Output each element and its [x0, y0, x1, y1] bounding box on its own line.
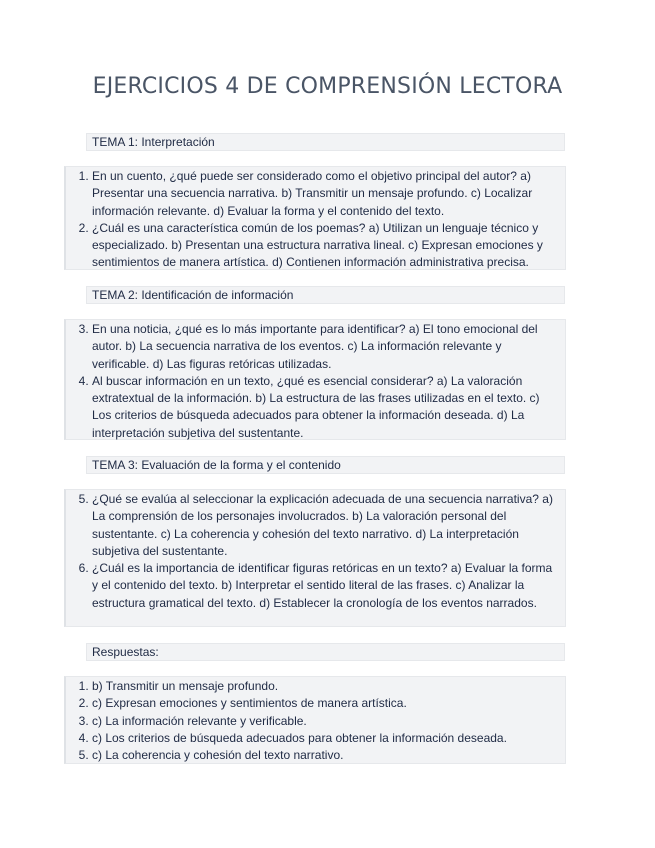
question-list-2: [64, 319, 566, 440]
question-6: 6. ¿Cuál es la importancia de identificar figuras retóricas en un texto? a) Evaluar la forma y el contenido del texto. b) Interpretar el sentido literal de las frases. c) Analizar la estructura gramatical del texto. d) Establecer la cronología de los eventos narrados.: [92, 560, 561, 612]
section-heading-3: TEMA 3: Evaluación de la forma y el contenido: [86, 456, 565, 474]
question-2: 2. ¿Cuál es una característica común de los poemas? a) Utilizan un lenguaje técnico y especializado. b) Presentan una estructura narrativa lineal. c) Expresan emociones y sentimientos de manera artística. d) Contienen información administrativa precisa.: [92, 220, 561, 272]
question-4: 4. Al buscar información en un texto, ¿qué es esencial considerar? a) La valoración extratextual de la información. b) La estructura de las frases utilizadas en el texto. c) Los criterios de búsqueda adecuados para obtener la información deseada. d) La interpretación subjetiva del sustentante.: [92, 373, 561, 442]
answer-5: 5. c) La coherencia y cohesión del texto narrativo.: [92, 747, 561, 764]
document-title: EJERCICIOS 4 DE COMPRENSIÓN LECTORA: [92, 74, 563, 99]
answers-heading: Respuestas:: [86, 643, 565, 661]
answer-1: 1. b) Transmitir un mensaje profundo.: [92, 678, 561, 695]
question-3: 3. En una noticia, ¿qué es lo más importante para identificar? a) El tono emocional del autor. b) La secuencia narrativa de los eventos. c) La información relevante y verificable. d) Las figuras retóricas utilizadas.: [92, 321, 561, 373]
answer-list: [64, 676, 566, 764]
question-list-3: [64, 489, 566, 627]
answer-4: 4. c) Los criterios de búsqueda adecuados para obtener la información deseada.: [92, 730, 561, 747]
section-heading-1: TEMA 1: Interpretación: [86, 133, 565, 151]
question-5: 5. ¿Qué se evalúa al seleccionar la explicación adecuada de una secuencia narrativa? a) La comprensión de los personajes involucrados. b) La valoración personal del sustentante. c) La coherencia y cohesión del texto narrativo. d) La interpretación subjetiva del sustentante.: [92, 491, 561, 560]
answer-3: 3. c) La información relevante y verificable.: [92, 713, 561, 730]
question-1: 1. En un cuento, ¿qué puede ser considerado como el objetivo principal del autor? a) Presentar una secuencia narrativa. b) Transmitir un mensaje profundo. c) Localizar información relevante. d) Evaluar la forma y el contenido del texto.: [92, 168, 561, 220]
question-list-1: [64, 166, 566, 270]
section-heading-2: TEMA 2: Identificación de información: [86, 286, 565, 304]
answer-2: 2. c) Expresan emociones y sentimientos de manera artística.: [92, 695, 561, 712]
